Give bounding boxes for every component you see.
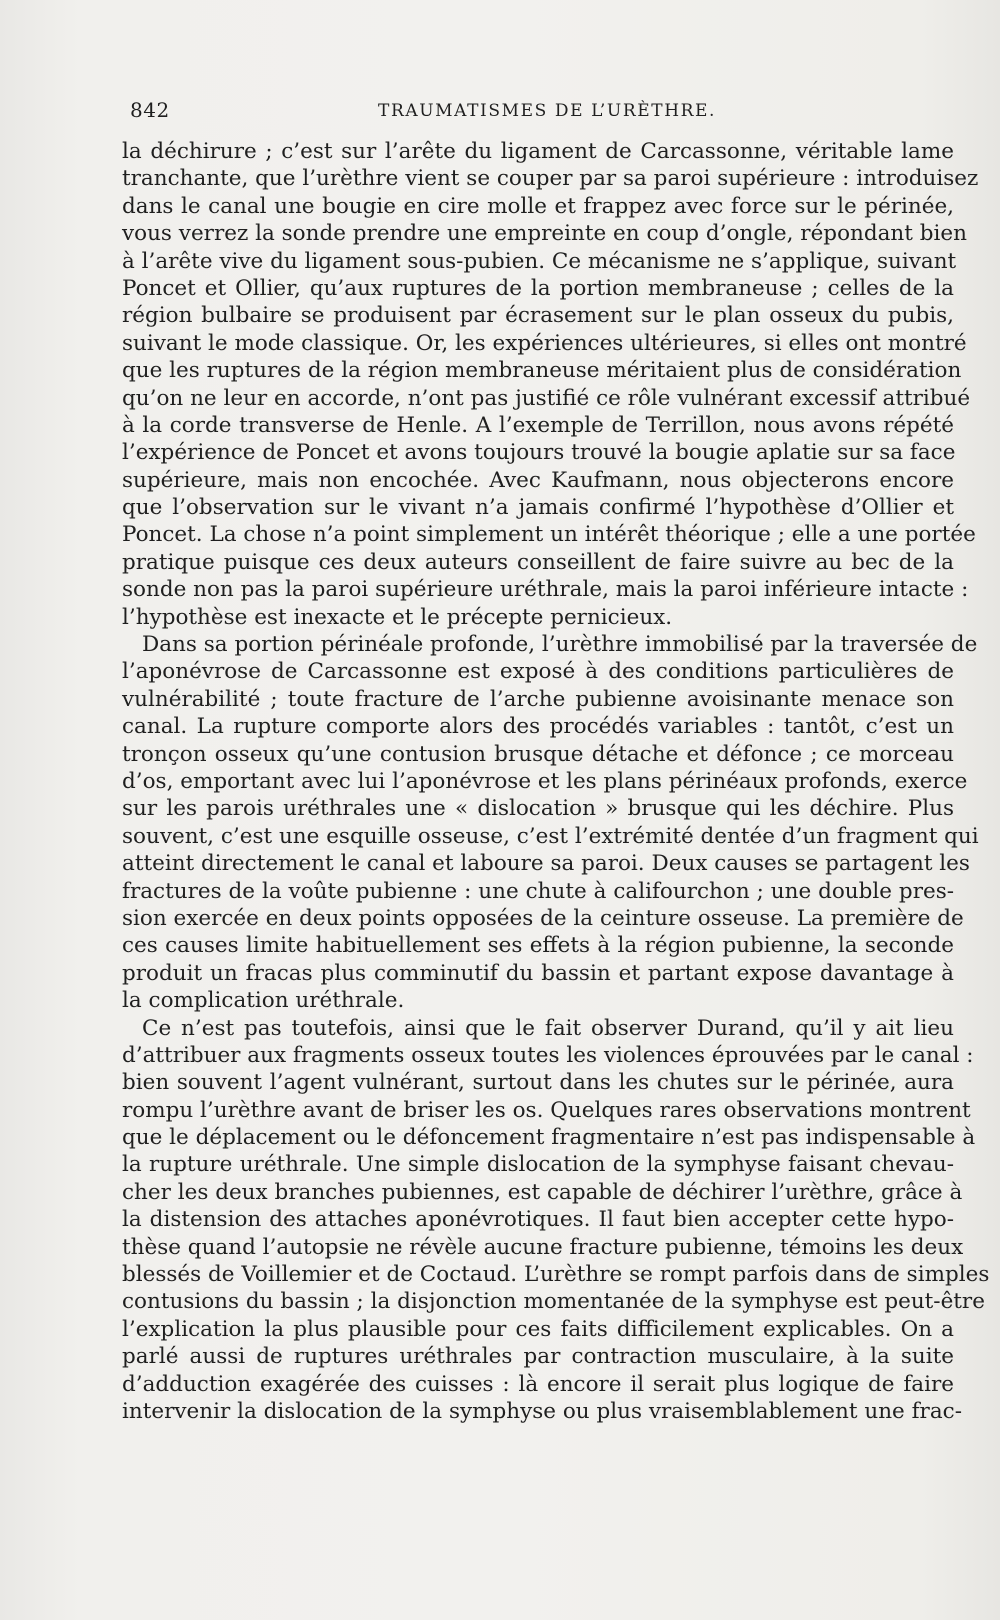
paragraph bbox=[122, 631, 979, 1014]
text-line: la distension des attaches aponévrotiques. Il faut bien accepter cette hypo- bbox=[122, 1207, 954, 1233]
text-line: tronçon osseux qu’une contusion brusque détache et défonce ; ce morceau bbox=[122, 741, 954, 767]
text-line: à l’arête vive du ligament sous-pubien. Ce mécanisme ne s’applique, suivant bbox=[122, 248, 957, 274]
text-line: d’adduction exagérée des cuisses : là encore il serait plus logique de faire bbox=[122, 1371, 954, 1397]
text-line: ces causes limite habituellement ses effets à la région pubienne, la seconde bbox=[122, 933, 954, 959]
text-line: à la corde transverse de Henle. A l’exemple de Terrillon, nous avons répété bbox=[122, 412, 954, 438]
text-line: pratique puisque ces deux auteurs conseillent de faire suivre au bec de la bbox=[122, 549, 954, 575]
text-line: l’expérience de Poncet et avons toujours trouvé la bougie aplatie sur sa face bbox=[122, 440, 956, 466]
text-line: vulnérabilité ; toute fracture de l’arche pubienne avoisinante menace son bbox=[122, 686, 954, 712]
paragraph bbox=[122, 138, 979, 631]
text-line: la rupture uréthrale. Une simple dislocation de la symphyse faisant chevau- bbox=[122, 1152, 954, 1178]
text-line: l’explication la plus plausible pour ces faits difficilement explicables. On a bbox=[122, 1316, 954, 1342]
text-line: d’os, emportant avec lui l’aponévrose et les plans périnéaux profonds, exerce bbox=[122, 768, 968, 794]
running-title: TRAUMATISMES DE L’URÈTHRE. bbox=[378, 101, 717, 121]
text-line: contusions du bassin ; la disjonction momentanée de la symphyse est peut-être bbox=[122, 1289, 985, 1315]
text-line: suivant le mode classique. Or, les expériences ultérieures, si elles ont montré bbox=[122, 330, 967, 356]
text-line: qu’on ne leur en accorde, n’ont pas justifié ce rôle vulnérant excessif attribué bbox=[122, 385, 971, 411]
text-line: parlé aussi de ruptures uréthrales par contraction musculaire, à la suite bbox=[122, 1344, 954, 1370]
text-line: atteint directement le canal et laboure sa paroi. Deux causes se partagent les bbox=[122, 851, 970, 877]
text-line: rompu l’urèthre avant de briser les os. Quelques rares observations montrent bbox=[122, 1097, 971, 1123]
text-line: que le déplacement ou le défoncement fragmentaire n’est pas indispensable à bbox=[122, 1125, 976, 1151]
text-line: supérieure, mais non encochée. Avec Kaufmann, nous objecterons encore bbox=[122, 467, 954, 493]
text-line: Poncet et Ollier, qu’aux ruptures de la portion membraneuse ; celles de la bbox=[122, 275, 954, 301]
text-line: canal. La rupture comporte alors des procédés variables : tantôt, c’est un bbox=[122, 714, 954, 740]
page-number: 842 bbox=[130, 98, 170, 122]
text-line: blessés de Voillemier et de Coctaud. L’urèthre se rompt parfois dans de simples bbox=[122, 1262, 990, 1288]
body-text bbox=[122, 138, 990, 1425]
text-line: région bulbaire se produisent par écrasement sur le plan osseux du pubis, bbox=[122, 303, 954, 329]
text-line: souvent, c’est une esquille osseuse, c’est l’extrémité dentée d’un fragment qui bbox=[122, 823, 979, 849]
text-line: cher les deux branches pubiennes, est capable de déchirer l’urèthre, grâce à bbox=[122, 1179, 963, 1205]
text-line: sonde non pas la paroi supérieure uréthrale, mais la paroi inférieure intacte : bbox=[122, 577, 969, 603]
text-line: sion exercée en deux points opposées de la ceinture osseuse. La première de bbox=[122, 905, 964, 931]
text-line: que l’observation sur le vivant n’a jamais confirmé l’hypothèse d’Ollier et bbox=[122, 495, 954, 521]
text-line: dans le canal une bougie en cire molle et frappez avec force sur le périnée, bbox=[122, 193, 954, 219]
text-line: la déchirure ; c’est sur l’arête du ligament de Carcassonne, véritable lame bbox=[122, 139, 954, 164]
text-line: fractures de la voûte pubienne : une chute à califourchon ; une double pres- bbox=[122, 878, 954, 904]
text-line: d’attribuer aux fragments osseux toutes les violences éprouvées par le canal : bbox=[122, 1042, 974, 1068]
text-line: tranchante, que l’urèthre vient se couper par sa paroi supérieure : introduisez bbox=[122, 166, 979, 192]
text-line: intervenir la dislocation de la symphyse ou plus vraisemblablement une frac- bbox=[122, 1398, 962, 1424]
text-line: produit un fracas plus comminutif du bassin et partant expose davantage à bbox=[122, 960, 954, 986]
text-line: Ce n’est pas toutefois, ainsi que le fait observer Durand, qu’il y ait lieu bbox=[142, 1015, 954, 1041]
paragraph bbox=[122, 1015, 990, 1426]
running-header bbox=[130, 98, 960, 128]
text-line: thèse quand l’autopsie ne révèle aucune fracture pubienne, témoins les deux bbox=[122, 1234, 964, 1260]
text-line: l’aponévrose de Carcassonne est exposé à des conditions particulières de bbox=[122, 659, 954, 685]
text-line: sur les parois uréthrales une « dislocation » brusque qui les déchire. Plus bbox=[122, 796, 954, 822]
text-line: la complication uréthrale. bbox=[122, 988, 405, 1014]
text-line: l’hypothèse est inexacte et le précepte pernicieux. bbox=[122, 604, 673, 630]
text-line: vous verrez la sonde prendre une empreinte en coup d’ongle, répondant bien bbox=[122, 221, 967, 247]
text-line: Poncet. La chose n’a point simplement un intérêt théorique ; elle a une portée bbox=[122, 522, 976, 548]
text-line: que les ruptures de la région membraneuse méritaient plus de considération bbox=[122, 358, 962, 384]
text-line: bien souvent l’agent vulnérant, surtout dans les chutes sur le périnée, aura bbox=[122, 1070, 954, 1096]
text-line: Dans sa portion périnéale profonde, l’urèthre immobilisé par la traversée de bbox=[142, 632, 978, 658]
